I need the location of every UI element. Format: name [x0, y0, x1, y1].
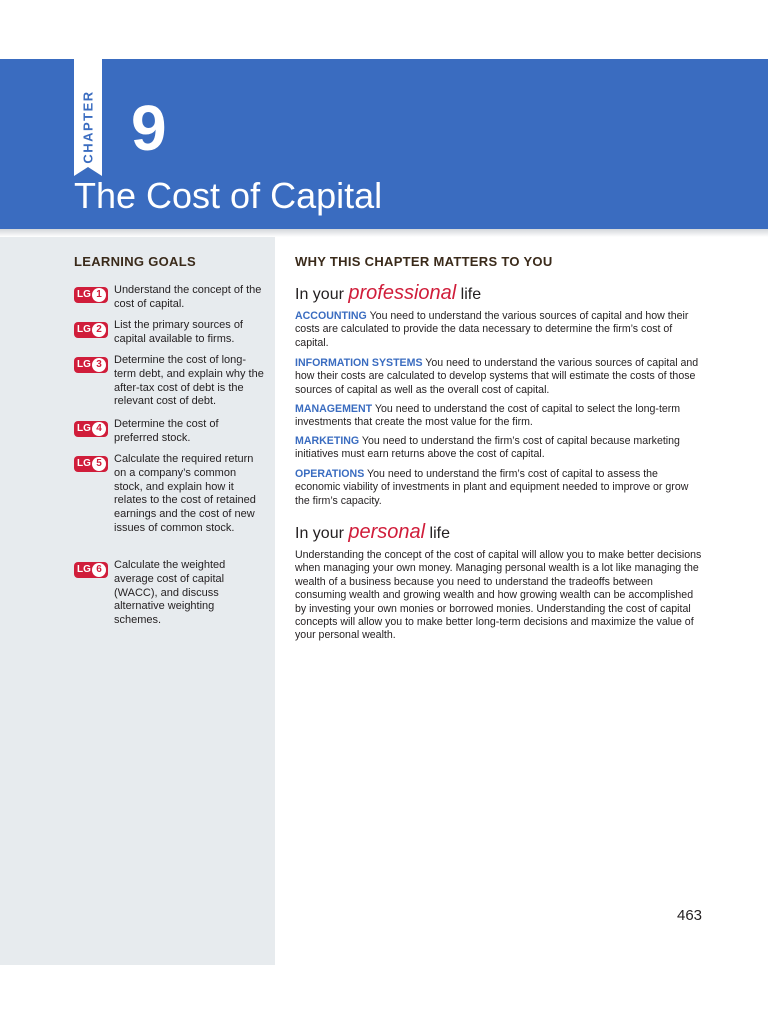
- role-text: You need to understand the firm’s cost of capital because marketing initiatives must earn returns above the cost of capital.: [295, 435, 680, 461]
- badge-number: 2: [92, 323, 106, 337]
- heading-suffix: life: [460, 286, 482, 303]
- role-paragraph: [295, 435, 705, 462]
- role-name: ACCOUNTING: [295, 310, 367, 322]
- badge-prefix: LG: [77, 423, 91, 434]
- learning-goal-badge: [74, 562, 108, 578]
- role-name: MARKETING: [295, 435, 360, 447]
- learning-goal-badge: [74, 357, 108, 373]
- role-paragraph: [295, 310, 705, 350]
- chapter-number: 9: [131, 92, 167, 164]
- learning-goal-text: Determine the cost of long-term debt, and explain why the after-tax cost of debt is the relevant cost of debt.: [114, 354, 264, 408]
- chapter-label: CHAPTER: [80, 90, 96, 164]
- page-number: 463: [677, 907, 703, 924]
- learning-goal-text: Calculate the weighted average cost of capital (WACC), and discuss alternative weighting schemes.: [114, 559, 226, 627]
- chapter-title: The Cost of Capital: [74, 175, 383, 216]
- personal-life-heading: [295, 521, 450, 544]
- learning-goal-text: Determine the cost of preferred stock.: [114, 418, 219, 444]
- heading-accent: personal: [348, 521, 426, 543]
- badge-number: 4: [92, 422, 106, 436]
- badge-number: 1: [92, 288, 106, 302]
- role-name: OPERATIONS: [295, 468, 365, 480]
- badge-prefix: LG: [77, 359, 91, 370]
- learning-goals-heading: LEARNING GOALS: [74, 254, 196, 269]
- role-name: INFORMATION SYSTEMS: [295, 357, 423, 369]
- badge-prefix: LG: [77, 564, 91, 575]
- badge-prefix: LG: [77, 324, 91, 335]
- learning-goal-text: Understand the concept of the cost of capital.: [114, 284, 262, 310]
- role-paragraph: [295, 357, 705, 397]
- banner-shadow: [0, 229, 768, 237]
- badge-prefix: LG: [77, 289, 91, 300]
- role-paragraph: [295, 403, 705, 430]
- personal-life-paragraph: Understanding the concept of the cost of capital will allow you to make better decisions when managing your own money. Managing personal wealth is a lot like managing the wealth of a business because you need to understand the tradeoffs between consuming wealth and growing wealth and how growing wealth can be accomplished by investing your own monies or borrowed monies. Understanding the cost of capital concepts will allow you to make better long-term decisions and maximize the value of your personal wealth.: [295, 549, 702, 642]
- role-name: MANAGEMENT: [295, 403, 373, 415]
- badge-number: 5: [92, 457, 106, 471]
- professional-life-heading: [295, 282, 481, 305]
- heading-prefix: In your: [295, 286, 344, 303]
- heading-suffix: life: [429, 525, 450, 542]
- learning-goal-badge: [74, 456, 108, 472]
- badge-number: 3: [92, 358, 106, 372]
- badge-prefix: LG: [77, 458, 91, 469]
- badge-number: 6: [92, 563, 106, 577]
- heading-prefix: In your: [295, 525, 344, 542]
- role-text: You need to understand the cost of capital to select the long-term investments that create the most value for the firm.: [295, 403, 681, 429]
- heading-accent: professional: [348, 282, 457, 304]
- learning-goal-badge: [74, 421, 108, 437]
- learning-goal-text: List the primary sources of capital available to firms.: [114, 319, 243, 345]
- learning-goal-badge: [74, 287, 108, 303]
- role-paragraph: [295, 468, 705, 508]
- role-text: You need to understand the firm’s cost of capital to assess the economic viability of investments in plant and equipment needed to improve or grow the firm’s capacity.: [295, 468, 689, 507]
- learning-goal-text: Calculate the required return on a company’s common stock, and explain how it relates to the cost of retained earnings and the cost of new issues of common stock.: [114, 453, 256, 534]
- role-text: You need to understand the various sources of capital and how their costs are calculated to develop systems that will estimate the costs of those sources of capital as well as the overall cost of capital.: [295, 357, 699, 396]
- why-chapter-matters-heading: WHY THIS CHAPTER MATTERS TO YOU: [295, 254, 553, 269]
- learning-goal-badge: [74, 322, 108, 338]
- role-text: You need to understand the various sources of capital and how their costs are calculated to provide the data necessary to determine the firm’s cost of capital.: [295, 310, 689, 349]
